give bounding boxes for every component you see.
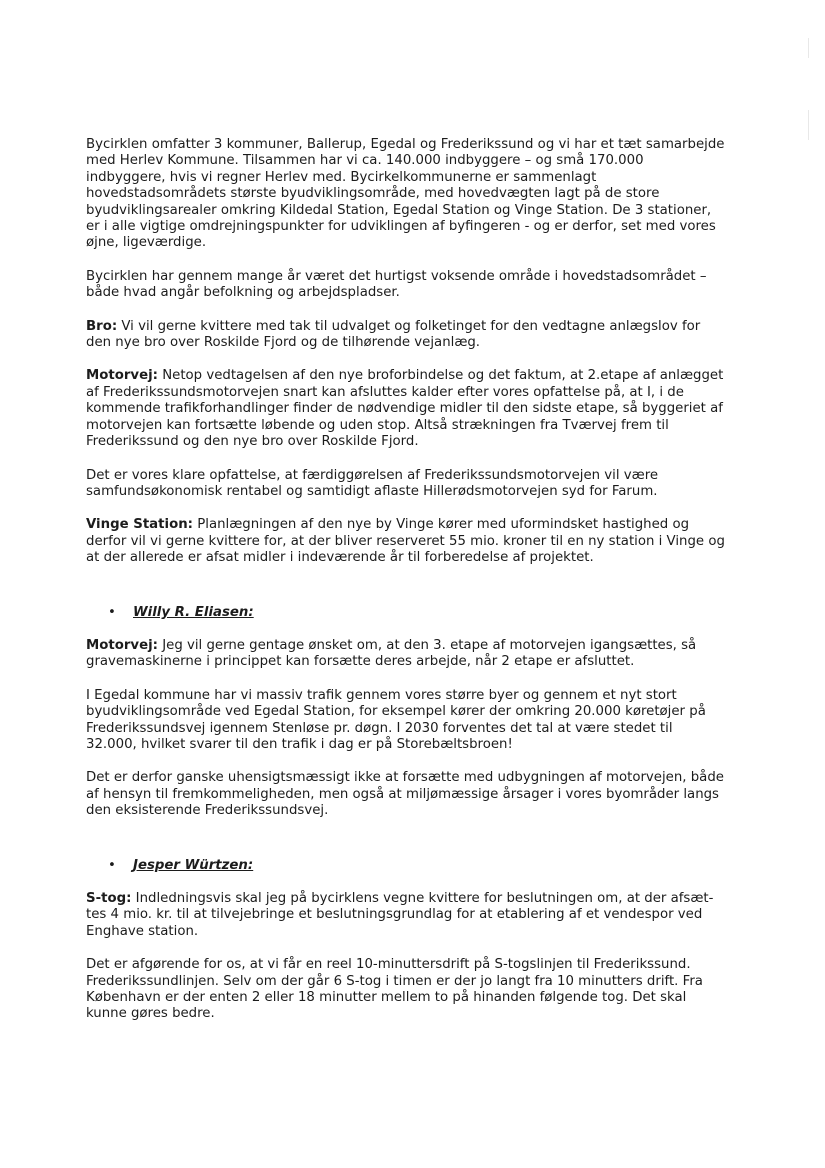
paragraph-motorvej bbox=[86, 368, 726, 450]
speaker-name: Jesper Würtzen: bbox=[133, 857, 254, 873]
motorvej-label: Motorvej: bbox=[86, 368, 158, 384]
paragraph-egedal-traffic: I Egedal kommune har vi massiv trafik gennem vores større byer og gennem et nyt stort byudviklingsområde ved Egedal Station, for eksempel kører der omkring 20.000 køretøjer på Frederikssundsvej igennem Stenløse pr. døgn. I 2030 forventes det tal at være stedet til 32.000, hvilket svarer til den trafik i dag er på Storebæltsbroen! bbox=[86, 687, 706, 752]
paragraph-intro: Bycirklen omfatter 3 kommuner, Ballerup, Egedal og Frederikssund og vi har et tæt samarbejde med Herlev Kommune. Tilsammen har vi ca. 140.000 indbyggere – og små 170.000 indbyggere, hvis vi regner Herlev med. Bycirkelkommunerne er sammenlagt hovedstadsområdets største byudviklingsområde, med hovedvægten lagt på de store byudviklingsarealer omkring Kildedal Station, Egedal Station og Vinge Station. De 3 stationer, er i alle vigtige omdrejningspunkter for udviklingen af byfingeren - og er derfor, set med vores øjne, ligeværdige. bbox=[86, 137, 725, 251]
bullet-icon: • bbox=[108, 857, 116, 873]
speaker-heading-willy bbox=[86, 605, 726, 621]
speaker-name: Willy R. Eliasen: bbox=[133, 604, 254, 620]
speaker-heading-jesper bbox=[86, 858, 726, 874]
bro-text: Vi vil gerne kvittere med tak til udvalget og folketinget for den vedtagne anlægslov for den nye bro over Roskilde Fjord og de tilhørende vejanlæg. bbox=[86, 318, 701, 351]
scan-edge-mark bbox=[808, 38, 809, 58]
motorvej-text: Jeg vil gerne gentage ønsket om, at den 3. etape af motorvejen igangsættes, så gravemaskinerne i princippet kan forsætte deres arbejde, når 2 etape er afsluttet. bbox=[86, 637, 697, 670]
document-body bbox=[86, 137, 726, 1040]
paragraph-stog bbox=[86, 891, 726, 940]
paragraph-motorvej-opinion: Det er vores klare opfattelse, at færdiggørelsen af Frederikssundsmotorvejen vil være samfundsøkonomisk rentabel og samtidigt aflaste Hillerødsmotorvejen syd for Farum. bbox=[86, 467, 659, 499]
paragraph-bro bbox=[86, 319, 726, 352]
bullet-icon: • bbox=[108, 604, 116, 620]
paragraph-growth: Bycirklen har gennem mange år været det hurtigst voksende område i hovedstadsområdet – både hvad angår befolkning og arbejdspladser. bbox=[86, 268, 707, 301]
vinge-station-label: Vinge Station: bbox=[86, 517, 193, 533]
stog-label: S-tog: bbox=[86, 891, 132, 906]
motorvej-text: Netop vedtagelsen af den nye broforbindelse og det faktum, at 2.etape af anlægget af Frederikssundsmotorvejen snart kan afsluttes kalder efter vores opfattelse på, at I, i de kommende trafikforhandlinger finder de nødvendige midler til den sidste etape, så byggeriet af motorvejen kan fortsætte løbende og uden stop. Altså strækningen fra Tværvej frem til Frederikssund og den nye bro over Roskilde Fjord. bbox=[86, 368, 724, 450]
paragraph-10-minute-service: Det er afgørende for os, at vi får en reel 10-minuttersdrift på S-togslinjen til Frederikssund. Frederikssundlinjen. Selv om der går 6 S-tog i timen er der jo langt fra 10 minutters drift. Fra København er der enten 2 eller 18 minutter mellem to på hinanden følgende tog. Det skal kunne gøres bedre. bbox=[86, 957, 703, 1022]
bro-label: Bro: bbox=[86, 318, 118, 334]
paragraph-vinge-station bbox=[86, 517, 726, 566]
vinge-station-text: Planlægningen af den nye by Vinge kører med uformindsket hastighed og derfor vil vi gerne kvittere for, at der bliver reserveret 55 mio. kroner til en ny station i Vinge og at der allerede er afsat midler i indeværende år til forberedelse af projektet. bbox=[86, 517, 725, 566]
scan-edge-mark bbox=[808, 110, 809, 140]
stog-text: Indledningsvis skal jeg på bycirklens vegne kvittere for beslutningen om, at der afsæt-tes 4 mio. kr. til at tilvejebringe et beslutningsgrundlag for at etablering af et vendespor ved Enghave station. bbox=[86, 891, 714, 939]
paragraph-motorvej-willy bbox=[86, 638, 726, 671]
paragraph-motorvej-conclusion: Det er derfor ganske uhensigtsmæssigt ikke at forsætte med udbygningen af motorvejen, både af hensyn til fremkommeligheden, men også at miljømæssige årsager i vores byområder langs den eksisterende Frederikssundsvej. bbox=[86, 770, 724, 819]
motorvej-label: Motorvej: bbox=[86, 637, 158, 653]
